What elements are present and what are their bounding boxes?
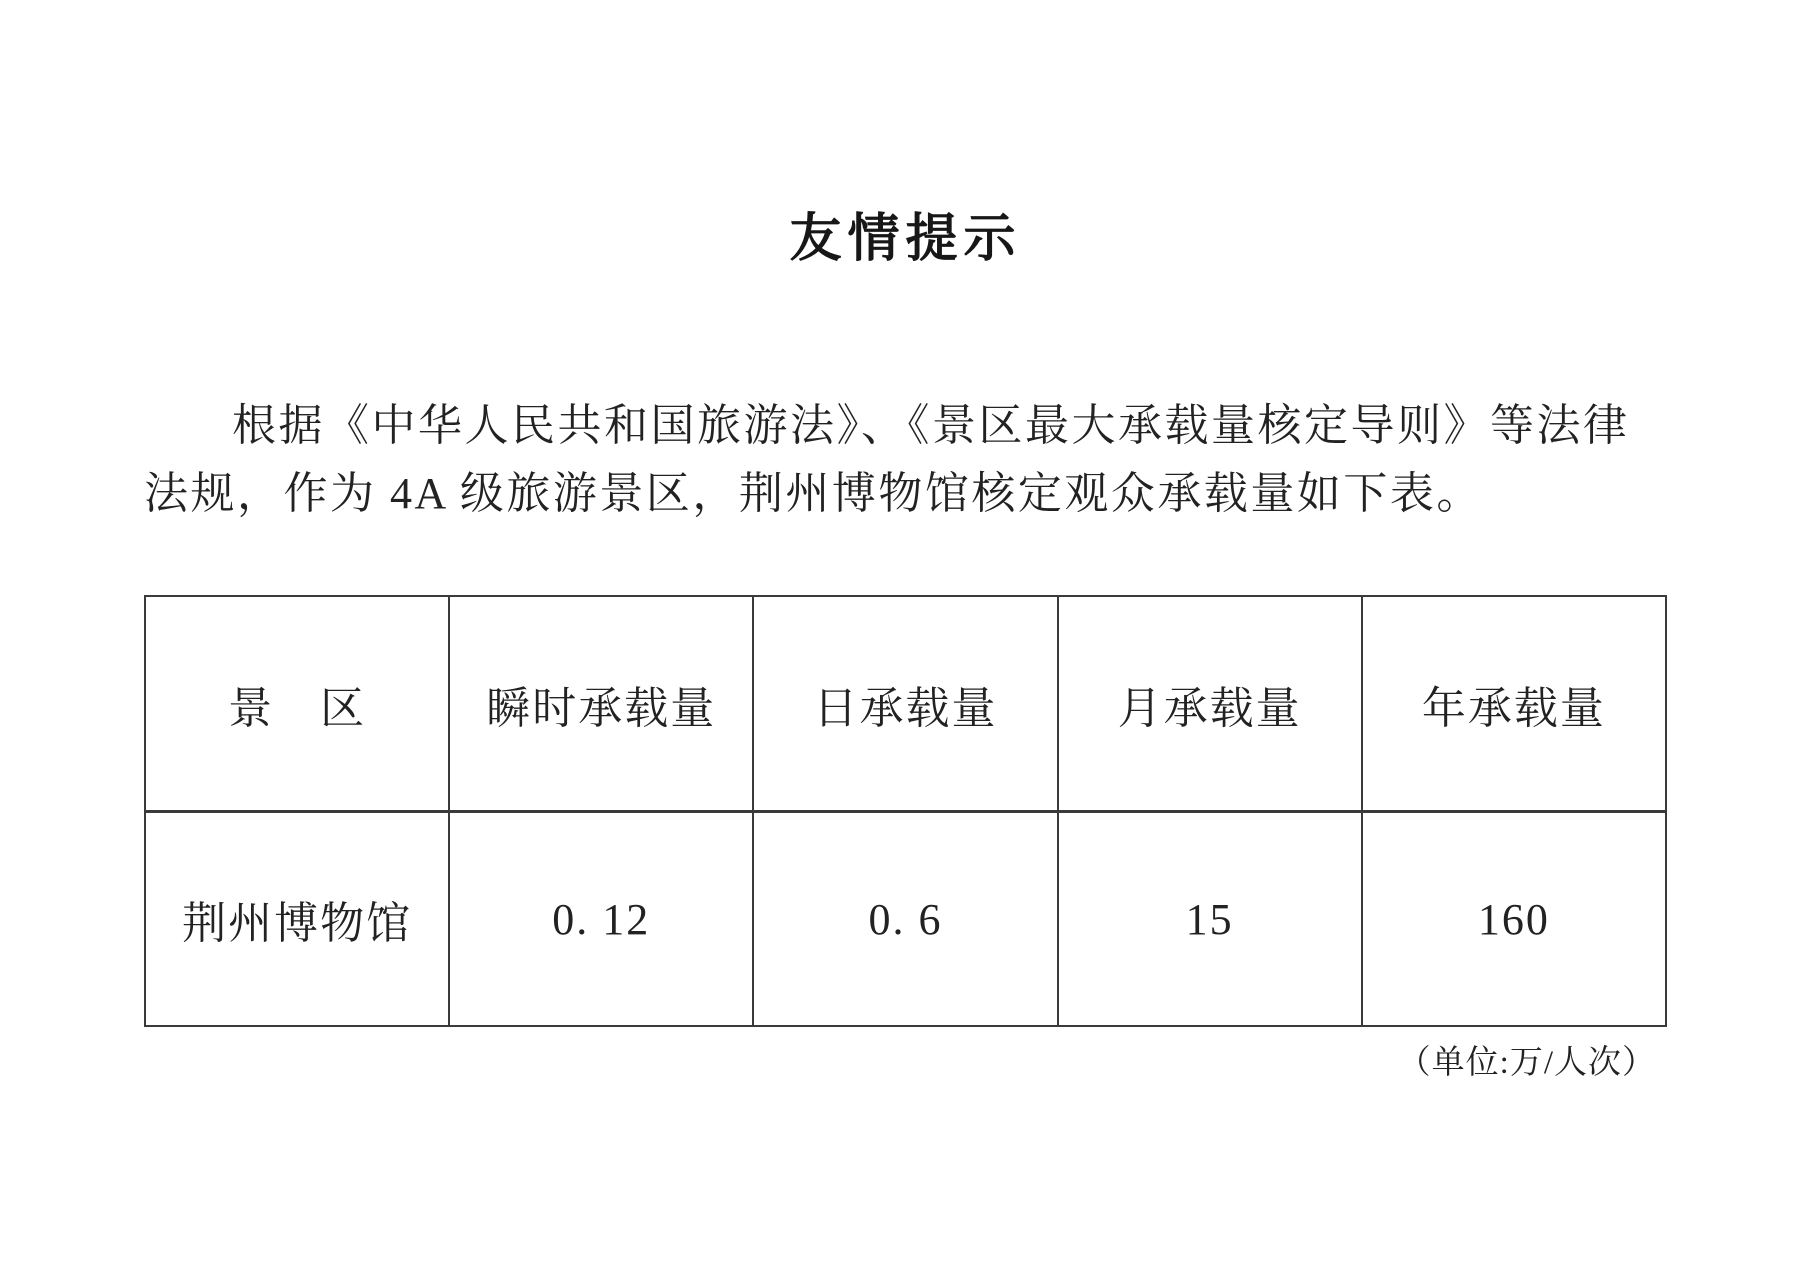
capacity-table xyxy=(144,595,1667,1027)
header-daily-capacity: 日承载量 xyxy=(753,596,1057,812)
header-instant-capacity: 瞬时承载量 xyxy=(449,596,753,812)
cell-annual-capacity-value: 160 xyxy=(1362,812,1666,1027)
cell-daily-capacity-value: 0. 6 xyxy=(753,812,1057,1027)
table-row xyxy=(145,812,1666,1027)
table-header-row xyxy=(145,596,1666,812)
header-annual-capacity: 年承载量 xyxy=(1362,596,1666,812)
cell-scenic-area-name: 荆州博物馆 xyxy=(145,812,449,1027)
paragraph-line-1: 根据《中华人民共和国旅游法》、《景区最大承载量核定导则》等法律 xyxy=(232,401,1630,450)
cell-monthly-capacity-value: 15 xyxy=(1058,812,1362,1027)
page-title: 友情提示 xyxy=(789,211,1022,268)
unit-note: （单位:万/人次） xyxy=(1397,1045,1656,1081)
cell-instant-capacity-value: 0. 12 xyxy=(449,812,753,1027)
paragraph-line-2: 法规，作为 4A 级旅游景区，荆州博物馆核定观众承载量如下表。 xyxy=(144,469,1483,518)
header-scenic-area: 景 区 xyxy=(145,596,449,812)
notice-paragraph xyxy=(144,392,1674,528)
header-monthly-capacity: 月承载量 xyxy=(1058,596,1362,812)
